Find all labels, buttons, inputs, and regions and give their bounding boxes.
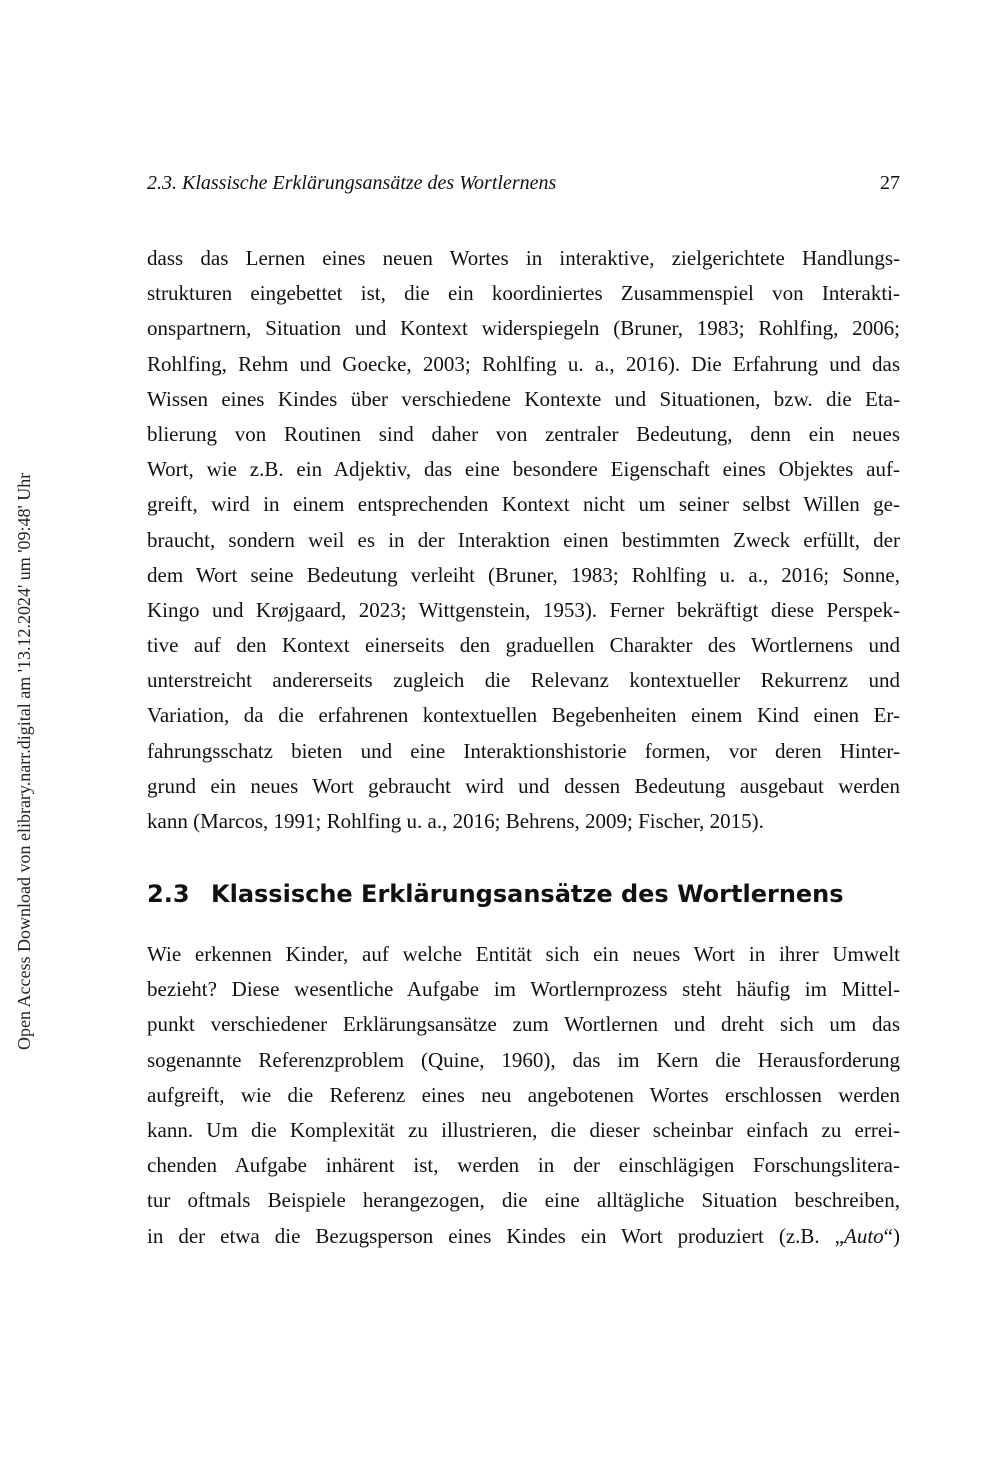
text-line: Wort, wie z.B. ein Adjektiv, das eine besondere Eigenschaft eines Objektes auf-: [147, 457, 900, 482]
text-line: tive auf den Kontext einerseits den graduellen Charakter des Wortlernens und: [147, 633, 900, 658]
text-line-final: [147, 1219, 900, 1254]
text-line: tur oftmals Beispiele herangezogen, die eine alltägliche Situation beschreiben,: [147, 1188, 900, 1213]
text-line: bezieht? Diese wesentliche Aufgabe im Wortlernprozess steht häufig im Mittel-: [147, 977, 900, 1002]
text-line: unterstreicht andererseits zugleich die Relevanz kontextueller Rekurrenz und: [147, 668, 900, 693]
section-title: Klassische Erklärungsansätze des Wortlernens: [211, 880, 844, 908]
text-segment: in der etwa die Bezugsperson eines Kindes ein Wort produziert (z.B. „: [147, 1223, 844, 1248]
text-line: Wie erkennen Kinder, auf welche Entität sich ein neues Wort in ihrer Umwelt: [147, 942, 900, 966]
italic-example-word: Auto: [844, 1223, 884, 1248]
text-line: strukturen eingebettet ist, die ein koordiniertes Zusammenspiel von Interakti-: [147, 281, 900, 306]
text-line: Kingo und Krøjgaard, 2023; Wittgenstein, 1953). Ferner bekräftigt diese Perspek-: [147, 597, 900, 622]
text-line: Variation, da die erfahrenen kontextuellen Begebenheiten einem Kind einen Er-: [147, 703, 900, 728]
text-line: grund ein neues Wort gebraucht wird und dessen Bedeutung ausgebaut werden: [147, 773, 900, 798]
running-header-title: 2.3. Klassische Erklärungsansätze des Wortlernens: [147, 172, 557, 194]
text-line: dass das Lernen eines neuen Wortes in interaktive, zielgerichtete Handlungs-: [147, 246, 900, 270]
running-header: [147, 168, 900, 198]
access-watermark: Open Access Download von elibrary.narr.digital am '13.12.2024' um '09:48' Uhr: [14, 472, 34, 1050]
text-line: sogenannte Referenzproblem (Quine, 1960), das im Kern die Herausforderung: [147, 1047, 900, 1072]
paragraph-reference-problem: [147, 937, 900, 1254]
page-number: 27: [880, 172, 900, 194]
section-heading: [147, 874, 900, 914]
text-line: kann (Marcos, 1991; Rohlfing u. a., 2016; Behrens, 2009; Fischer, 2015).: [147, 809, 764, 833]
text-line: punkt verschiedener Erklärungsansätze zum Wortlernen und dreht sich um das: [147, 1012, 900, 1037]
text-line: chenden Aufgabe inhärent ist, werden in der einschlägigen Forschungslitera-: [147, 1153, 900, 1178]
text-line: kann. Um die Komplexität zu illustrieren, die dieser scheinbar einfach zu errei-: [147, 1117, 900, 1142]
paragraph-context: [147, 241, 900, 839]
text-line: Rohlfing, Rehm und Goecke, 2003; Rohlfing u. a., 2016). Die Erfahrung und das: [147, 351, 900, 376]
text-line: dem Wort seine Bedeutung verleiht (Bruner, 1983; Rohlfing u. a., 2016; Sonne,: [147, 562, 900, 587]
text-line: aufgreift, wie die Referenz eines neu angebotenen Wortes erschlossen werden: [147, 1082, 900, 1107]
text-line: blierung von Routinen sind daher von zentraler Bedeutung, denn ein neues: [147, 421, 900, 446]
text-line: greift, wird in einem entsprechenden Kontext nicht um seiner selbst Willen ge-: [147, 492, 900, 517]
text-line: braucht, sondern weil es in der Interaktion einen bestimmten Zweck erfüllt, der: [147, 527, 900, 552]
text-line: Wissen eines Kindes über verschiedene Kontexte und Situationen, bzw. die Eta-: [147, 386, 900, 411]
text-line: fahrungsschatz bieten und eine Interaktionshistorie formen, vor deren Hinter-: [147, 738, 900, 763]
section-number: 2.3: [147, 880, 190, 908]
text-segment: “): [883, 1223, 900, 1248]
text-line: onspartnern, Situation und Kontext widerspiegeln (Bruner, 1983; Rohlfing, 2006;: [147, 316, 900, 341]
